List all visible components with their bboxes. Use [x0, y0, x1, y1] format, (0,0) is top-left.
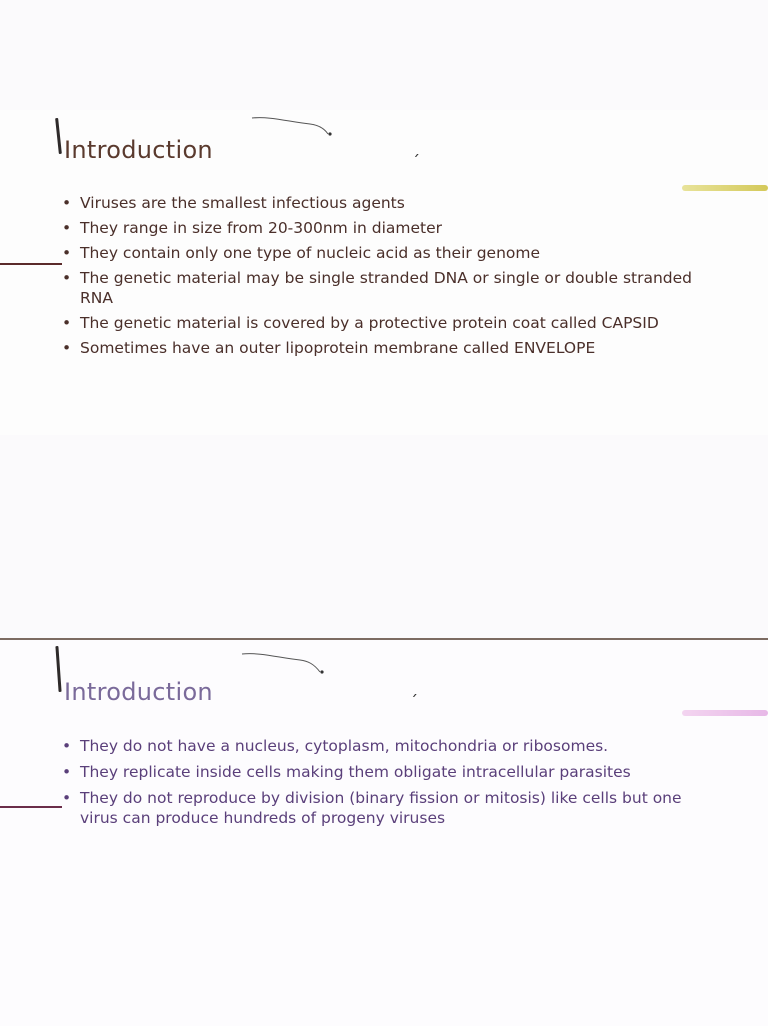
pen-mark	[55, 646, 61, 692]
bullet-item: • Viruses are the smallest infectious agents	[62, 193, 722, 213]
bullet-item: • They do not reproduce by division (binary fission or mitosis) like cells but one virus can produce hundreds of progeny viruses	[62, 788, 722, 828]
pen-line	[0, 806, 62, 808]
pen-mark	[55, 118, 62, 154]
bullet-list	[62, 736, 722, 834]
pen-tick: ˏ	[412, 138, 420, 157]
pen-scribble	[250, 112, 340, 142]
bullet-item: • They range in size from 20-300nm in diameter	[62, 218, 722, 238]
bullet-list	[62, 193, 722, 363]
pen-scribble	[240, 646, 330, 676]
slide-title: Introduction	[64, 136, 213, 164]
bullet-item: • Sometimes have an outer lipoprotein membrane called ENVELOPE	[62, 338, 722, 358]
pen-tick: ˏ	[410, 678, 418, 697]
bullet-item: • They replicate inside cells making them obligate intracellular parasites	[62, 762, 722, 782]
slide-title: Introduction	[64, 678, 213, 706]
pen-line	[0, 263, 62, 265]
bullet-item: • They do not have a nucleus, cytoplasm, mitochondria or ribosomes.	[62, 736, 722, 756]
highlighter-mark	[682, 710, 768, 716]
slide-1	[0, 110, 768, 435]
highlighter-mark	[682, 185, 768, 191]
bullet-item: • They contain only one type of nucleic acid as their genome	[62, 243, 722, 263]
bullet-item: • The genetic material is covered by a protective protein coat called CAPSID	[62, 313, 722, 333]
slide-2	[0, 638, 768, 1026]
bullet-item: • The genetic material may be single stranded DNA or single or double stranded RNA	[62, 268, 722, 308]
